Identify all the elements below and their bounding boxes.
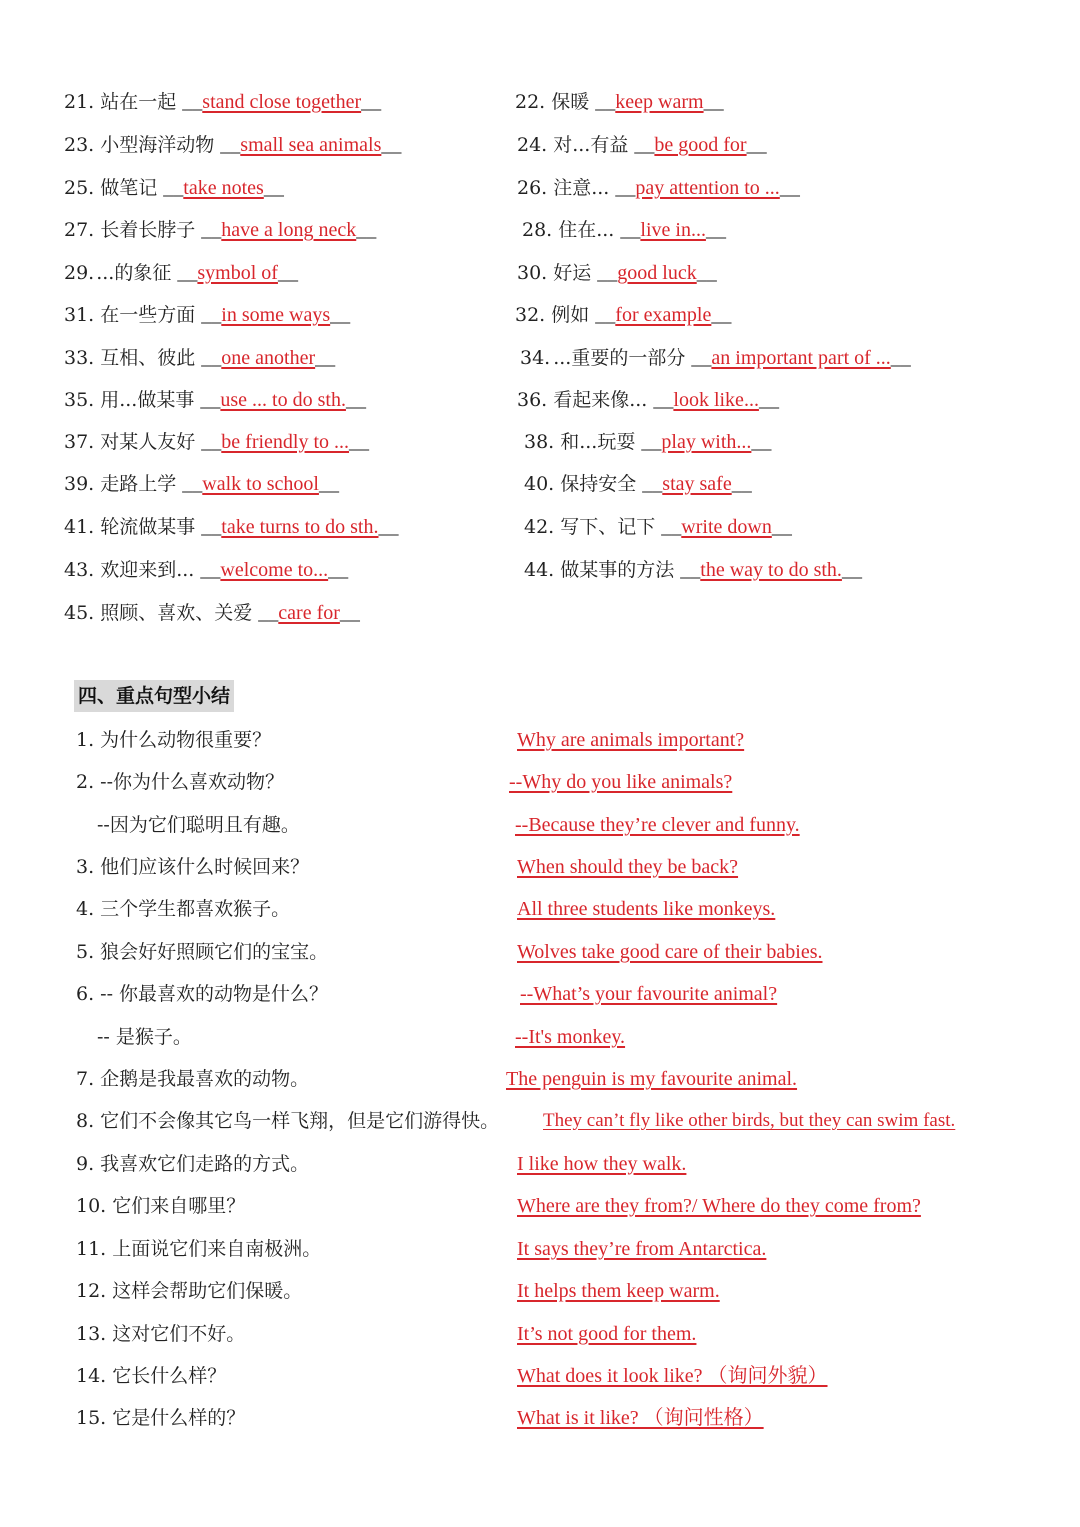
sentence-chinese: 8. 它们不会像其它鸟一样飞翔，但是它们游得快。: [76, 1110, 500, 1132]
sentence-chinese: 11. 上面说它们来自南极洲。: [76, 1238, 322, 1260]
phrase-item: 23. 小型海洋动物 __small sea animals__: [64, 134, 402, 156]
sentence-answer: They can’t fly like other birds, but they can swim fast.: [543, 1110, 956, 1131]
sentence-answer: What does it look like? （询问外貌）: [517, 1365, 828, 1387]
phrase-item: 44. 做某事的方法 __the way to do sth.__: [524, 559, 862, 581]
item-answer: keep warm: [615, 91, 704, 113]
phrase-item: 42. 写下、记下 __write down__: [524, 516, 792, 538]
item-number: 27.: [64, 219, 95, 241]
item-chinese: 例如: [551, 304, 590, 326]
item-number: 35.: [64, 389, 95, 411]
item-number: 39.: [64, 473, 95, 495]
sentence-chinese: 13. 这对它们不好。: [76, 1323, 246, 1345]
item-number: 42.: [524, 516, 555, 538]
item-chinese: ...重要的一部分: [553, 347, 686, 369]
sentence-chinese: 15. 它是什么样的？: [76, 1407, 246, 1429]
item-answer: pay attention to ...: [635, 177, 780, 199]
sentence-chinese: 4. 三个学生都喜欢猴子。: [76, 898, 291, 920]
item-chinese: 做某事的方法: [560, 559, 675, 581]
sentence-chinese: 12. 这样会帮助它们保暖。: [76, 1280, 303, 1302]
item-answer: walk to school: [202, 473, 319, 495]
item-answer: write down: [681, 516, 772, 538]
phrase-item: 39. 走路上学 __walk to school__: [64, 473, 339, 495]
item-answer: play with...: [661, 431, 752, 453]
item-number: 41.: [64, 516, 95, 538]
sentence-answer: It’s not good for them.: [517, 1323, 697, 1345]
item-answer: the way to do sth.: [700, 559, 842, 581]
item-chinese: 站在一起: [100, 91, 177, 113]
sentence-chinese: 7. 企鹅是我最喜欢的动物。: [76, 1068, 310, 1090]
item-chinese: 做笔记: [100, 177, 158, 199]
item-answer: care for: [278, 602, 340, 624]
sentence-answer: --What’s your favourite animal?: [520, 983, 778, 1005]
sentence-chinese: -- 是猴子。: [97, 1026, 192, 1048]
phrase-item: 28. 住在... __live in...__: [522, 219, 726, 241]
item-number: 24.: [517, 134, 548, 156]
phrase-item: 24. 对...有益 __be good for__: [517, 134, 767, 156]
phrase-item: 25. 做笔记 __take notes__: [64, 177, 284, 199]
sentence-chinese: 3. 他们应该什么时候回来？: [76, 856, 310, 878]
sentence-answer: I like how they walk.: [517, 1153, 687, 1175]
phrase-item: 41. 轮流做某事 __take turns to do sth.__: [64, 516, 399, 538]
item-number: 32.: [515, 304, 546, 326]
item-answer: good luck: [617, 262, 697, 284]
phrase-item: 22. 保暖 __keep warm__: [515, 91, 724, 113]
item-answer: symbol of: [197, 262, 278, 284]
item-chinese: 住在...: [558, 219, 615, 241]
item-number: 22.: [515, 91, 546, 113]
item-number: 40.: [524, 473, 555, 495]
item-answer: take notes: [183, 177, 264, 199]
sentence-answer: Why are animals important?: [517, 729, 745, 751]
phrase-item: 45. 照顾、喜欢、关爱 __care for__: [64, 602, 360, 624]
item-chinese: 照顾、喜欢、关爱: [100, 602, 253, 624]
sentence-answer: It helps them keep warm.: [517, 1280, 720, 1302]
item-chinese: ...的象征: [96, 262, 172, 284]
item-answer: have a long neck: [221, 219, 357, 241]
item-number: 43.: [64, 559, 95, 581]
item-number: 21.: [64, 91, 95, 113]
sentence-answer: The penguin is my favourite animal.: [506, 1068, 798, 1090]
sentence-chinese: 10. 它们来自哪里？: [76, 1195, 246, 1217]
item-chinese: 写下、记下: [560, 516, 656, 538]
item-number: 33.: [64, 347, 95, 369]
item-answer: look like...: [673, 389, 759, 411]
item-number: 38.: [524, 431, 555, 453]
phrase-item: 27. 长着长脖子 __have a long neck__: [64, 219, 377, 241]
item-chinese: 看起来像...: [553, 389, 648, 411]
sentence-answer: When should they be back?: [517, 856, 739, 878]
item-chinese: 走路上学: [100, 473, 177, 495]
item-number: 30.: [517, 262, 548, 284]
item-answer: live in...: [640, 219, 706, 241]
item-chinese: 互相、彼此: [100, 347, 196, 369]
sentence-answer: Wolves take good care of their babies.: [517, 941, 823, 963]
item-chinese: 轮流做某事: [100, 516, 196, 538]
item-chinese: 对某人友好: [100, 431, 196, 453]
item-answer: welcome to...: [220, 559, 329, 581]
section-heading: 四、重点句型小结: [74, 680, 234, 712]
item-number: 37.: [64, 431, 95, 453]
item-chinese: 好运: [553, 262, 592, 284]
phrase-item: 34. ...重要的一部分 __an important part of ...__: [520, 347, 911, 369]
item-number: 45.: [64, 602, 95, 624]
sentence-answer: What is it like? （询问性格）: [517, 1407, 764, 1429]
sentence-chinese: 14. 它长什么样？: [76, 1365, 227, 1387]
phrase-item: 29. ...的象征 __symbol of__: [64, 262, 298, 284]
item-number: 34.: [520, 347, 551, 369]
sentence-answer: All three students like monkeys.: [517, 898, 776, 920]
item-number: 36.: [517, 389, 548, 411]
item-number: 23.: [64, 134, 95, 156]
item-number: 44.: [524, 559, 555, 581]
phrase-item: 32. 例如 __for example__: [515, 304, 732, 326]
phrase-item: 30. 好运 __good luck__: [517, 262, 717, 284]
item-chinese: 注意...: [553, 177, 610, 199]
sentence-chinese: --因为它们聪明且有趣。: [97, 814, 300, 836]
item-chinese: 用...做某事: [100, 389, 195, 411]
item-answer: be friendly to ...: [221, 431, 350, 453]
sentence-chinese: 9. 我喜欢它们走路的方式。: [76, 1153, 310, 1175]
phrase-item: 38. 和...玩耍 __play with...__: [524, 431, 772, 453]
phrase-item: 37. 对某人友好 __be friendly to ...__: [64, 431, 370, 453]
item-chinese: 保持安全: [560, 473, 637, 495]
item-answer: be good for: [654, 134, 747, 156]
sentence-chinese: 2. --你为什么喜欢动物？: [76, 771, 285, 793]
phrase-item: 40. 保持安全 __stay safe__: [524, 473, 752, 495]
item-answer: small sea animals: [240, 134, 382, 156]
item-chinese: 长着长脖子: [100, 219, 196, 241]
item-answer: in some ways: [221, 304, 331, 326]
item-number: 28.: [522, 219, 553, 241]
item-chinese: 保暖: [551, 91, 590, 113]
item-answer: for example: [615, 304, 712, 326]
sentence-chinese: 6. -- 你最喜欢的动物是什么？: [76, 983, 329, 1005]
sentence-answer: Where are they from?/ Where do they come from?: [517, 1195, 921, 1217]
sentence-answer: --Why do you like animals?: [509, 771, 733, 793]
phrase-item: 31. 在一些方面 __in some ways__: [64, 304, 351, 326]
item-answer: one another: [221, 347, 316, 369]
sentence-answer: --Because they’re clever and funny.: [515, 814, 800, 836]
item-chinese: 在一些方面: [100, 304, 196, 326]
item-chinese: 对...有益: [553, 134, 629, 156]
sentence-chinese: 1. 为什么动物很重要？: [76, 729, 272, 751]
sentence-answer: It says they’re from Antarctica.: [517, 1238, 767, 1260]
phrase-item: 21. 站在一起 __stand close together__: [64, 91, 382, 113]
item-answer: take turns to do sth.: [221, 516, 379, 538]
phrase-item: 33. 互相、彼此 __one another__: [64, 347, 336, 369]
item-number: 31.: [64, 304, 95, 326]
item-answer: stay safe: [662, 473, 732, 495]
phrase-item: 36. 看起来像... __look like...__: [517, 389, 779, 411]
item-answer: an important part of ...: [711, 347, 891, 369]
item-number: 25.: [64, 177, 95, 199]
sentence-answer: --It's monkey.: [515, 1026, 626, 1048]
item-answer: stand close together: [202, 91, 362, 113]
phrase-item: 43. 欢迎来到... __welcome to...__: [64, 559, 349, 581]
item-chinese: 欢迎来到...: [100, 559, 195, 581]
item-number: 29.: [64, 262, 95, 284]
item-chinese: 小型海洋动物: [100, 134, 215, 156]
item-chinese: 和...玩耍: [560, 431, 636, 453]
sentence-chinese: 5. 狼会好好照顾它们的宝宝。: [76, 941, 329, 963]
item-number: 26.: [517, 177, 548, 199]
phrase-item: 35. 用...做某事 __use ... to do sth.__: [64, 389, 366, 411]
item-answer: use ... to do sth.: [220, 389, 346, 411]
phrase-item: 26. 注意... __pay attention to ...__: [517, 177, 800, 199]
